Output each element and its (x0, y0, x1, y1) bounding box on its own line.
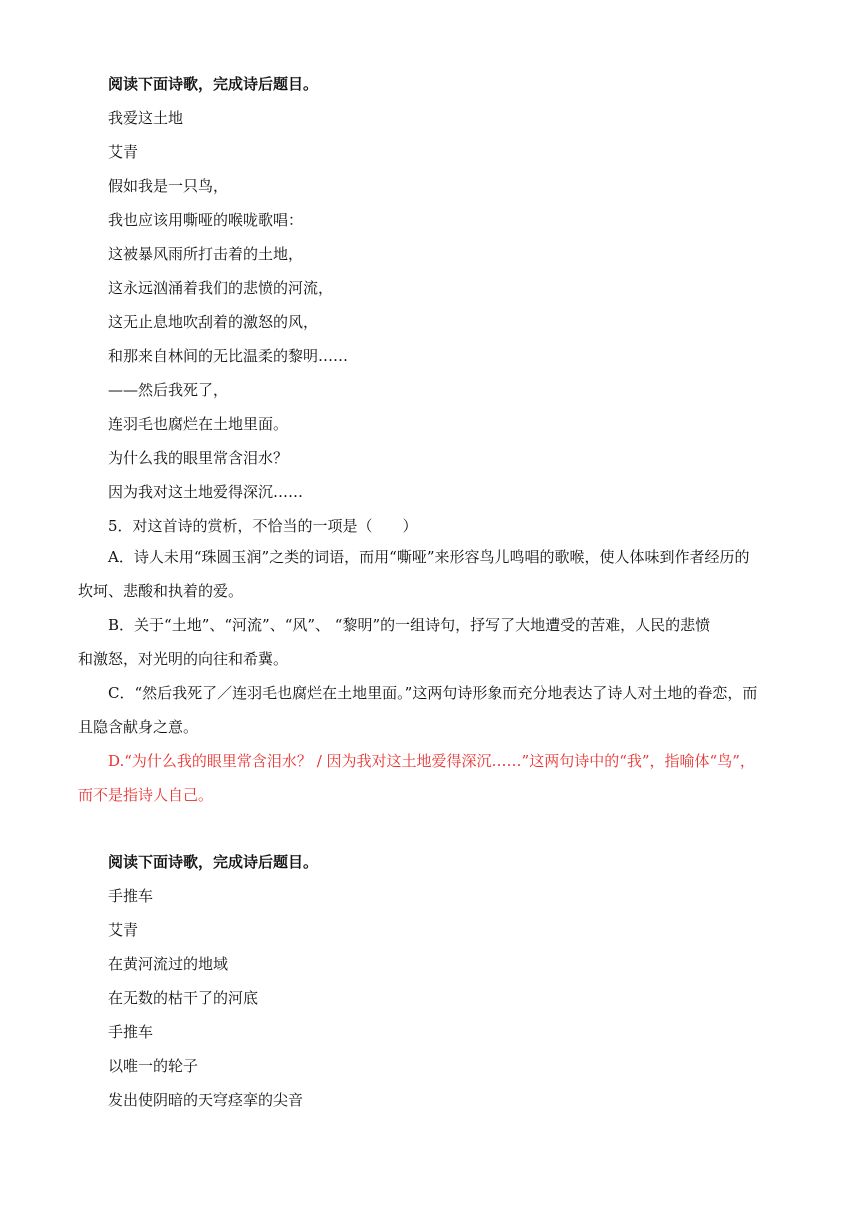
poem2-line: 在无数的枯干了的河底 (108, 989, 259, 1007)
poem2-line: 手推车 (108, 1023, 154, 1041)
poem-line: 和那来自林间的无比温柔的黎明…… (108, 347, 349, 365)
poem-line: 连羽毛也腐烂在土地里面。 (108, 415, 289, 433)
option-b-line1: B．关于“土地”、“河流”、“风”、 “黎明”的一组诗句，抒写了大地遭受的苦难，人民的悲愤 (108, 616, 711, 634)
option-d-line2: 而不是指诗人自己。 (78, 786, 214, 804)
option-a-line2: 坎坷、悲酸和执着的爱。 (78, 582, 244, 600)
option-a (78, 540, 784, 608)
poem-line: 假如我是一只鸟， (108, 177, 229, 195)
option-d-line1: D.“为什么我的眼里常含泪水？ / 因为我对这土地爱得深沉……”这两句诗中的“我”，指喻体“鸟”， (108, 752, 755, 770)
poem-line: 这无止息地吹刮着的激怒的风， (108, 313, 319, 331)
poem-line: 这被暴风雨所打击着的土地， (108, 245, 304, 263)
option-b-line2: 和激怒，对光明的向往和希冀。 (78, 650, 289, 668)
option-c (78, 676, 784, 744)
poem-author: 艾青 (108, 143, 139, 161)
poem-line: 这永远汹涌着我们的悲愤的河流， (108, 279, 334, 297)
question-stem: 5．对这首诗的赏析，不恰当的一项是（ ） (108, 517, 418, 535)
section2-instruction: 阅读下面诗歌，完成诗后题目。 (108, 853, 319, 871)
poem2-author: 艾青 (108, 921, 139, 939)
poem-line: 为什么我的眼里常含泪水？ (108, 449, 289, 467)
section1-instruction: 阅读下面诗歌，完成诗后题目。 (108, 75, 319, 93)
option-b (78, 608, 784, 676)
option-d-answer (78, 744, 784, 812)
option-c-line2: 且隐含献身之意。 (78, 718, 199, 736)
poem-line: 因为我对这土地爱得深沉…… (108, 483, 304, 501)
poem2-line: 在黄河流过的地域 (108, 955, 229, 973)
poem-title: 我爱这土地 (108, 109, 184, 127)
poem-line: ——然后我死了， (108, 381, 229, 399)
poem-line: 我也应该用嘶哑的喉咙歌唱： (108, 211, 304, 229)
poem2-line: 发出使阴暗的天穹痉挛的尖音 (108, 1091, 304, 1109)
option-a-line1: A．诗人未用“珠圆玉润”之类的词语，而用“嘶哑”来形容鸟儿鸣唱的歌喉，使人体味到作者经历的 (108, 548, 750, 566)
option-c-line1: C．“然后我死了／连羽毛也腐烂在土地里面。”这两句诗形象而充分地表达了诗人对土地的眷恋，而 (108, 684, 758, 702)
poem2-title: 手推车 (108, 887, 154, 905)
poem2-line: 以唯一的轮子 (108, 1057, 199, 1075)
